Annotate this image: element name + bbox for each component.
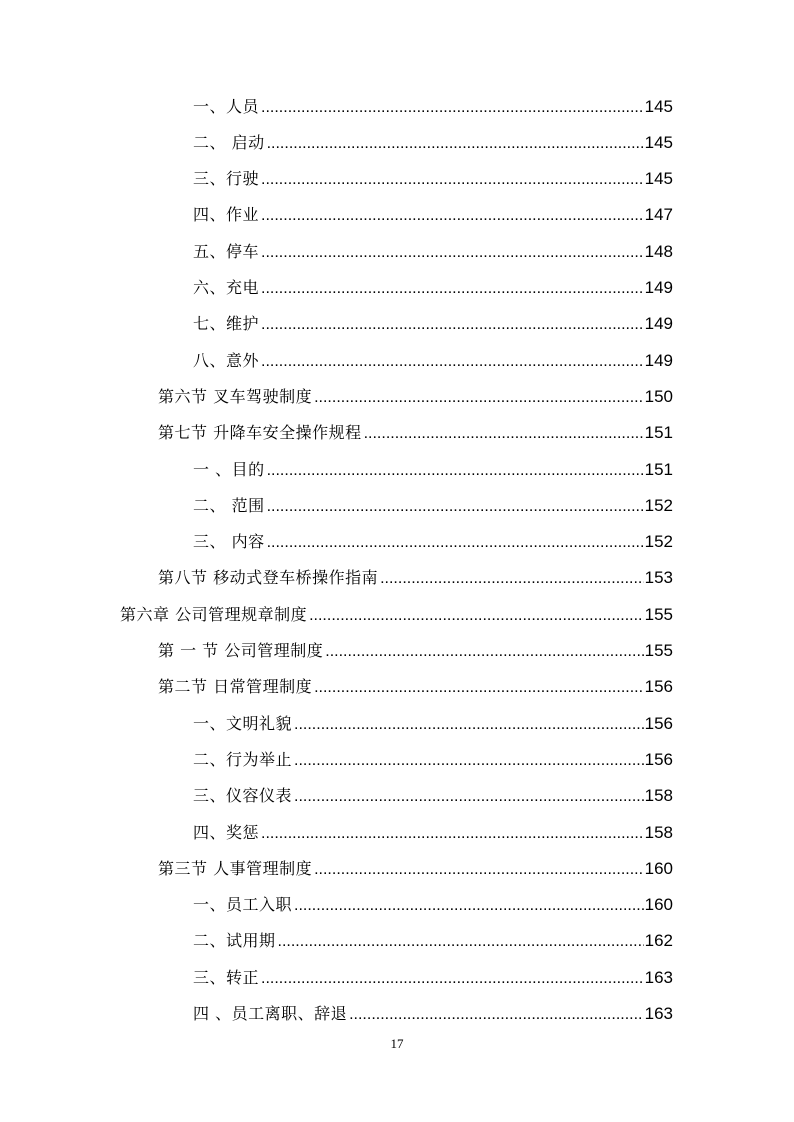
toc-entry[interactable] bbox=[0, 162, 794, 198]
dot-leader bbox=[261, 307, 644, 343]
toc-entry[interactable] bbox=[0, 234, 794, 270]
dot-leader bbox=[261, 961, 644, 997]
toc-entry[interactable] bbox=[0, 343, 794, 379]
toc-entry[interactable] bbox=[0, 488, 794, 524]
toc-entry-page: 152 bbox=[644, 532, 673, 552]
toc-entry[interactable] bbox=[0, 452, 794, 488]
toc-entry-page: 158 bbox=[644, 786, 673, 806]
toc-entry[interactable] bbox=[0, 634, 794, 670]
toc-entry[interactable] bbox=[0, 416, 794, 452]
toc-entry-title: 一、人员 bbox=[193, 96, 260, 116]
toc-entry[interactable] bbox=[0, 125, 794, 161]
dot-leader bbox=[267, 453, 644, 489]
toc-entry-page: 148 bbox=[644, 241, 673, 261]
toc-entry-page: 158 bbox=[644, 822, 673, 842]
dot-leader bbox=[309, 598, 644, 634]
dot-leader bbox=[261, 816, 644, 852]
toc-entry-title: 七、维护 bbox=[193, 314, 260, 334]
toc-entry[interactable] bbox=[0, 89, 794, 125]
dot-leader bbox=[278, 924, 644, 960]
toc-entry[interactable] bbox=[0, 960, 794, 996]
toc-entry-page: 153 bbox=[644, 568, 673, 588]
toc-entry[interactable] bbox=[0, 997, 794, 1033]
dot-leader bbox=[314, 380, 644, 416]
toc-entry-title: 八、意外 bbox=[193, 350, 260, 370]
toc-entry-page: 160 bbox=[644, 858, 673, 878]
toc-entry-title: 第三节 人事管理制度 bbox=[158, 858, 313, 878]
dot-leader bbox=[261, 344, 644, 380]
toc-entry-page: 151 bbox=[644, 459, 673, 479]
dot-leader bbox=[261, 235, 644, 271]
toc-entry-page: 145 bbox=[644, 169, 673, 189]
toc-entry-title: 第 一 节 公司管理制度 bbox=[158, 641, 324, 660]
dot-leader bbox=[294, 707, 644, 743]
toc-entry-title: 三、 内容 bbox=[193, 532, 265, 552]
toc-entry-page: 163 bbox=[644, 967, 673, 987]
toc-entry-page: 156 bbox=[644, 749, 673, 769]
toc-entry-page: 155 bbox=[644, 604, 673, 624]
toc-entry-page: 155 bbox=[644, 641, 673, 660]
toc-entry-page: 151 bbox=[644, 423, 673, 443]
toc-entry[interactable] bbox=[0, 525, 794, 561]
toc-entry-title: 一、文明礼貌 bbox=[193, 713, 293, 733]
toc-entry[interactable] bbox=[0, 561, 794, 597]
toc-entry[interactable] bbox=[0, 379, 794, 415]
toc-entry-title: 二、 启动 bbox=[193, 132, 265, 152]
toc-entry-page: 149 bbox=[644, 350, 673, 370]
toc-entry-page: 152 bbox=[644, 495, 673, 515]
dot-leader bbox=[314, 670, 644, 706]
toc-entry-page: 156 bbox=[644, 677, 673, 697]
toc-entry-title: 二、行为举止 bbox=[193, 749, 293, 769]
toc-entry[interactable] bbox=[0, 706, 794, 742]
toc-entry-title: 三、转正 bbox=[193, 967, 260, 987]
toc-entry-page: 150 bbox=[644, 386, 673, 406]
toc-entry-page: 147 bbox=[644, 205, 673, 225]
toc-entry-title: 第六节 叉车驾驶制度 bbox=[158, 386, 313, 406]
dot-leader bbox=[267, 489, 644, 525]
dot-leader bbox=[325, 634, 643, 670]
dot-leader bbox=[294, 888, 644, 924]
dot-leader bbox=[380, 561, 644, 597]
toc-entry[interactable] bbox=[0, 742, 794, 778]
dot-leader bbox=[261, 90, 644, 126]
toc-entry-page: 162 bbox=[644, 931, 673, 951]
toc-entry[interactable] bbox=[0, 888, 794, 924]
dot-leader bbox=[314, 852, 644, 888]
toc-entry-page: 156 bbox=[644, 713, 673, 733]
toc-entry-title: 二、试用期 bbox=[193, 931, 276, 951]
toc-entry[interactable] bbox=[0, 779, 794, 815]
toc-entry-title: 三、行驶 bbox=[193, 169, 260, 189]
dot-leader bbox=[261, 271, 644, 307]
dot-leader bbox=[267, 525, 644, 561]
toc-entry-page: 145 bbox=[644, 132, 673, 152]
dot-leader bbox=[349, 997, 644, 1033]
toc-entry-page: 149 bbox=[644, 314, 673, 334]
toc-entry-title: 五、停车 bbox=[193, 241, 260, 261]
toc-entry-title: 四、作业 bbox=[193, 205, 260, 225]
toc-entry[interactable] bbox=[0, 815, 794, 851]
toc-entry[interactable] bbox=[0, 271, 794, 307]
dot-leader bbox=[364, 416, 644, 452]
toc-entry-title: 一 、目的 bbox=[193, 459, 265, 479]
toc-entry-title: 四、奖惩 bbox=[193, 822, 260, 842]
toc-entry-page: 163 bbox=[644, 1004, 673, 1023]
toc-entry[interactable] bbox=[0, 924, 794, 960]
toc-entry-title: 三、仪容仪表 bbox=[193, 786, 293, 806]
dot-leader bbox=[261, 198, 644, 234]
toc-entry-chapter[interactable] bbox=[0, 597, 794, 633]
toc-entry[interactable] bbox=[0, 198, 794, 234]
toc-entry-title: 六、充电 bbox=[193, 278, 260, 297]
toc-entry-title: 第七节 升降车安全操作规程 bbox=[158, 423, 362, 443]
page-number: 17 bbox=[390, 1036, 404, 1051]
toc-entry-title: 第八节 移动式登车桥操作指南 bbox=[158, 568, 379, 588]
toc-entry-page: 145 bbox=[644, 96, 673, 116]
toc-entry-title: 一、员工入职 bbox=[193, 895, 293, 915]
dot-leader bbox=[294, 779, 644, 815]
toc-entry-title: 第二节 日常管理制度 bbox=[158, 677, 313, 697]
toc-entry-title: 四 、员工离职、辞退 bbox=[193, 1004, 348, 1023]
dot-leader bbox=[267, 126, 644, 162]
toc-entry-page: 160 bbox=[644, 895, 673, 915]
toc-entry[interactable] bbox=[0, 851, 794, 887]
dot-leader bbox=[261, 162, 644, 198]
toc-entry-title: 二、 范围 bbox=[193, 495, 265, 515]
toc-entry-title: 第六章 公司管理规章制度 bbox=[120, 604, 308, 624]
dot-leader bbox=[294, 743, 644, 779]
toc-entry[interactable] bbox=[0, 670, 794, 706]
toc-entry[interactable] bbox=[0, 307, 794, 343]
toc-entry-page: 149 bbox=[644, 278, 673, 297]
